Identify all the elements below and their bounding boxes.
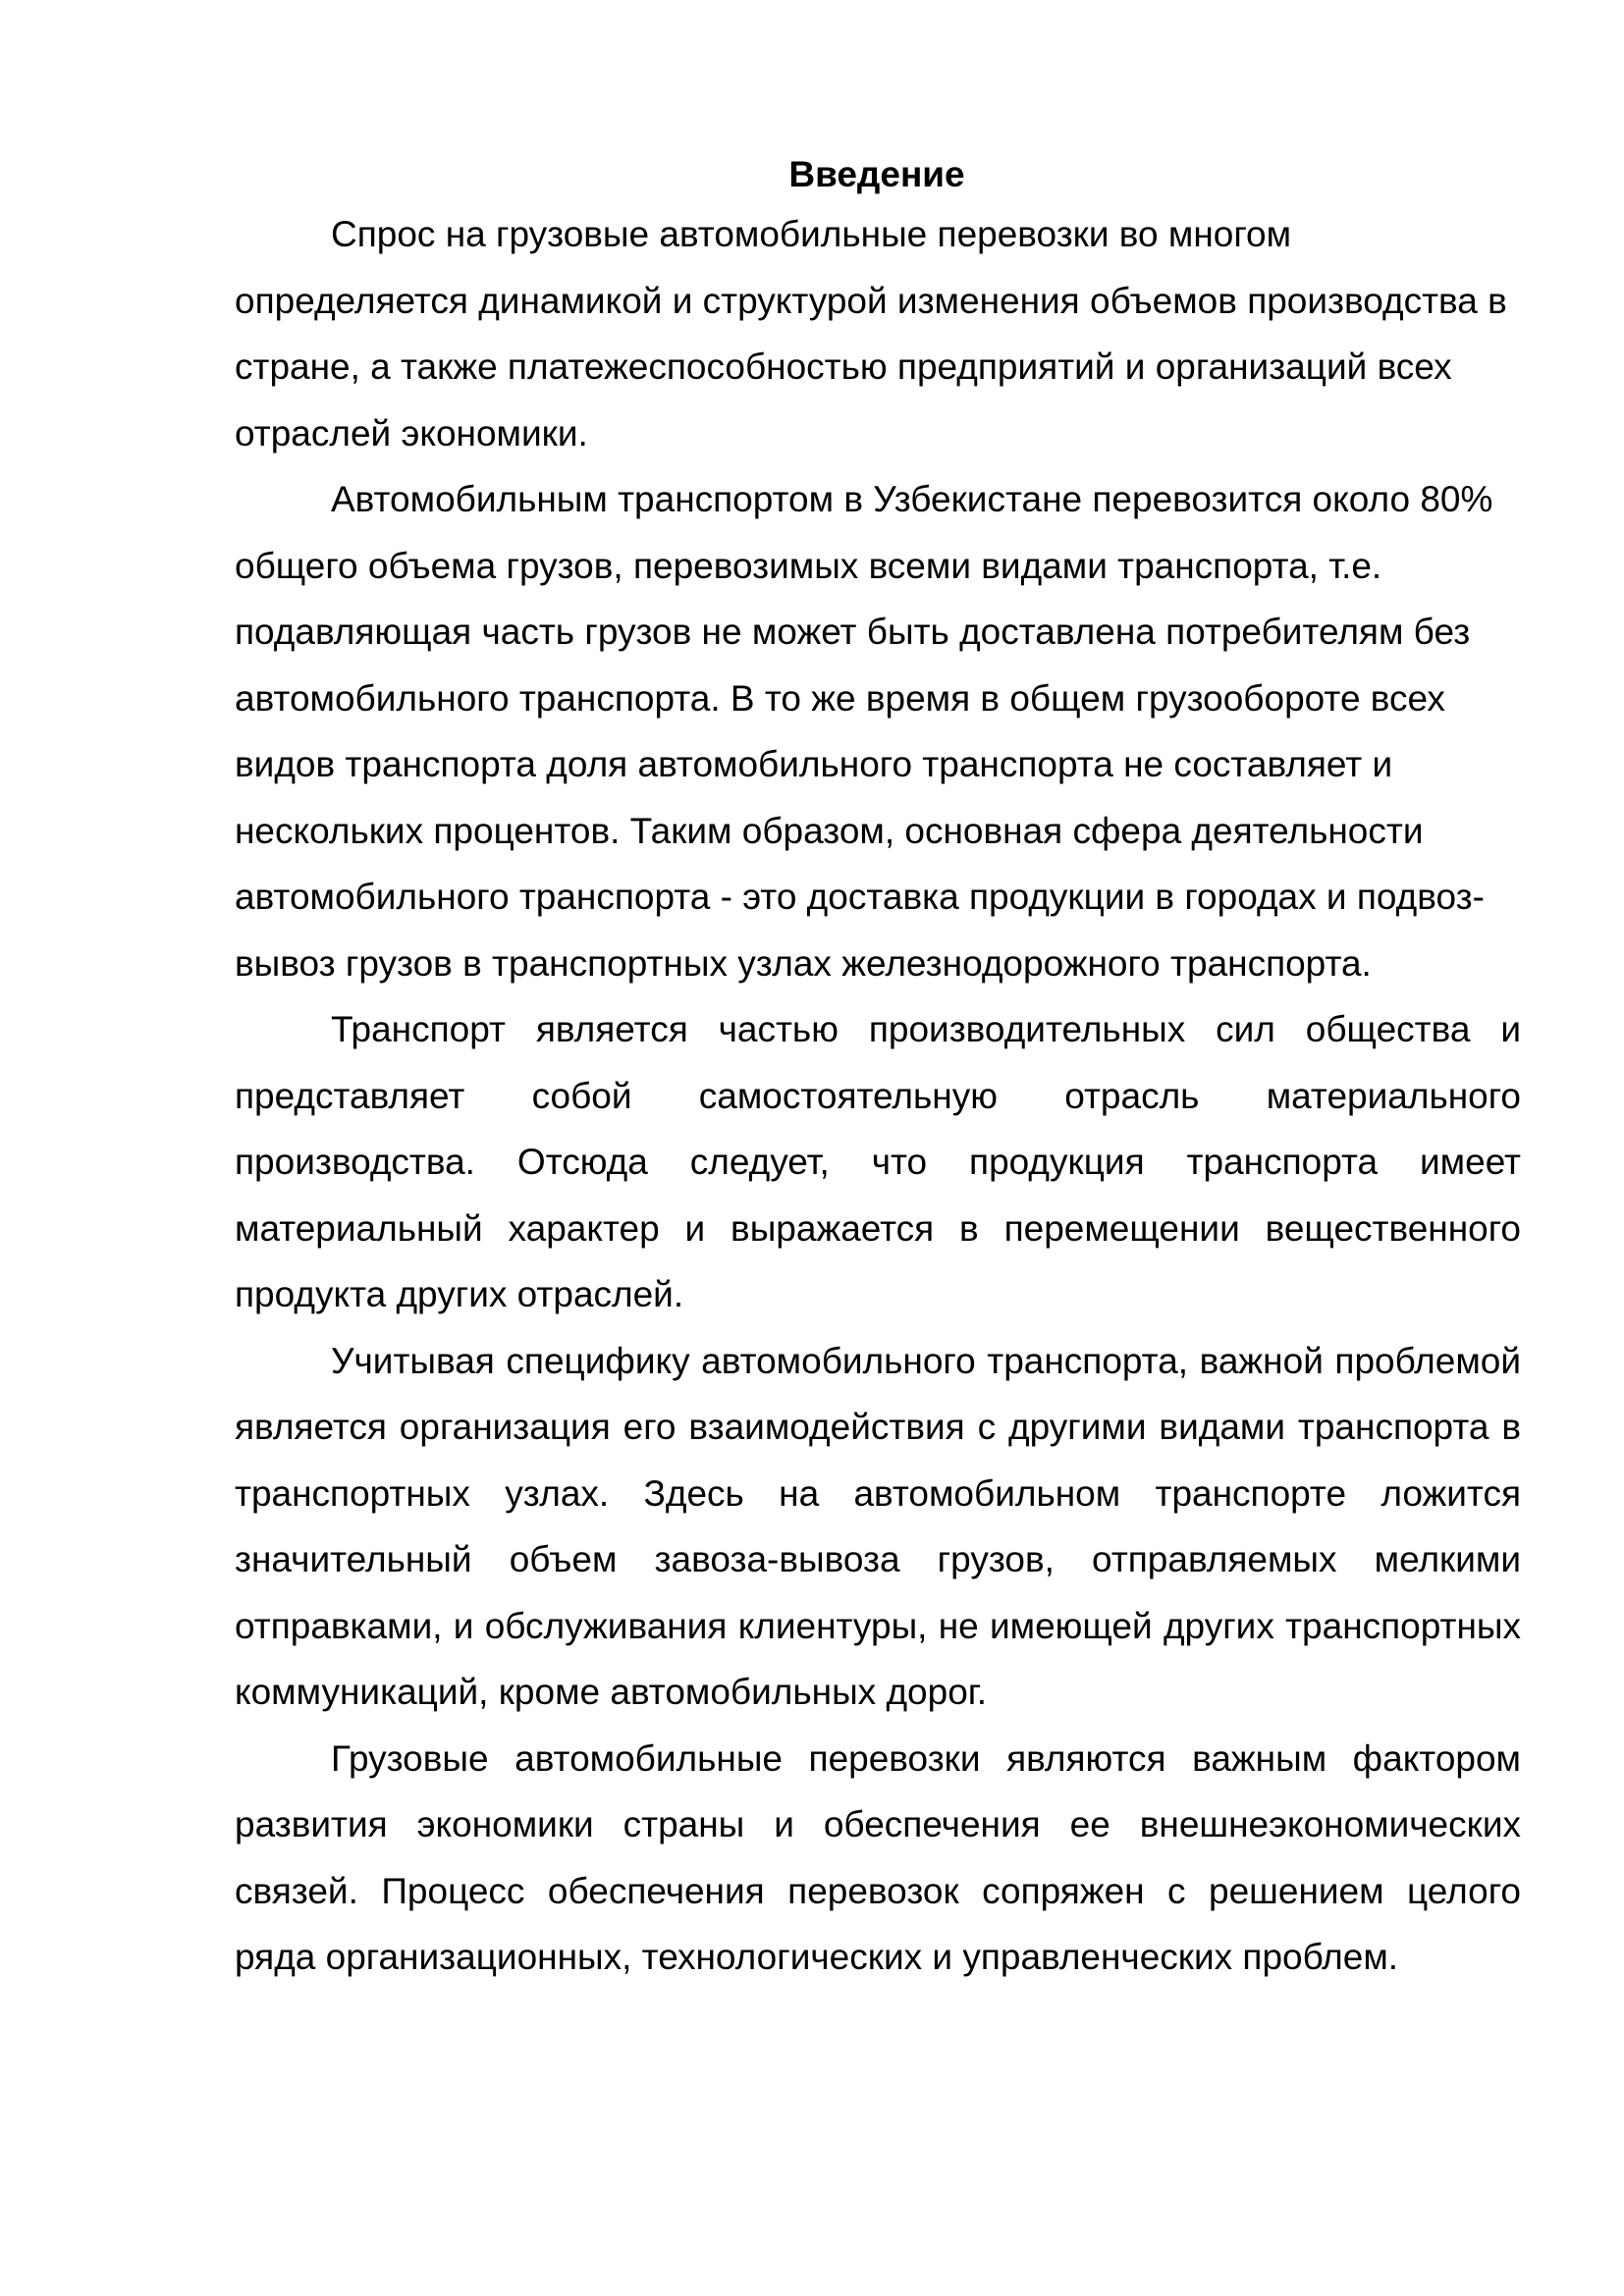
paragraph-road-transport-share: Автомобильным транспортом в Узбекистане перевозится около 80% общего объема грузов, перевозимых всеми видами транспорта, т.е. подавляющая часть грузов не может быть доставлена потребителям без автомобильного транспорта. В то же время в общем грузообороте всех видов транспорта доля автомобильного транспорта не составляет и нескольких процентов. Таким образом, основная сфера деятельности автомобильного транспорта - это доставка продукции в городах и подвоз-вывоз грузов в транспортных узлах железнодорожного транспорта. <box>235 479 1493 984</box>
document-heading: Введение <box>788 154 965 194</box>
document-body <box>235 201 1521 1991</box>
paragraph-demand: Спрос на грузовые автомобильные перевозки во многом определяется динамикой и структурой изменения объемов производства в стране, а также платежеспособностью предприятий и организаций всех отраслей экономики. <box>235 214 1507 454</box>
paragraph-interaction: Учитывая специфику автомобильного транспорта, важной проблемой является организация его взаимодействия с другими видами транспорта в транспортных узлах. Здесь на автомобильном транспорте ложится значительный объем завоза-вывоза грузов, отправляемых мелкими отправками, и обслуживания клиентуры, не имеющей других транспортных коммуникаций, кроме автомобильных дорог. <box>235 1340 1521 1712</box>
paragraph-economic-factor: Грузовые автомобильные перевозки являются важным фактором развития экономики страны и обеспечения ее внешнеэкономических связей. Процесс обеспечения перевозок сопряжен с решением целого ряда организационных, технологических и управленческих проблем. <box>235 1737 1521 1977</box>
paragraph-transport-industry: Транспорт является частью производительных сил общества и представляет собой самостоятельную отрасль материального производства. Отсюда следует, что продукция транспорта имеет материальный характер и выражается в перемещении вещественного продукта других отраслей. <box>235 1009 1521 1314</box>
